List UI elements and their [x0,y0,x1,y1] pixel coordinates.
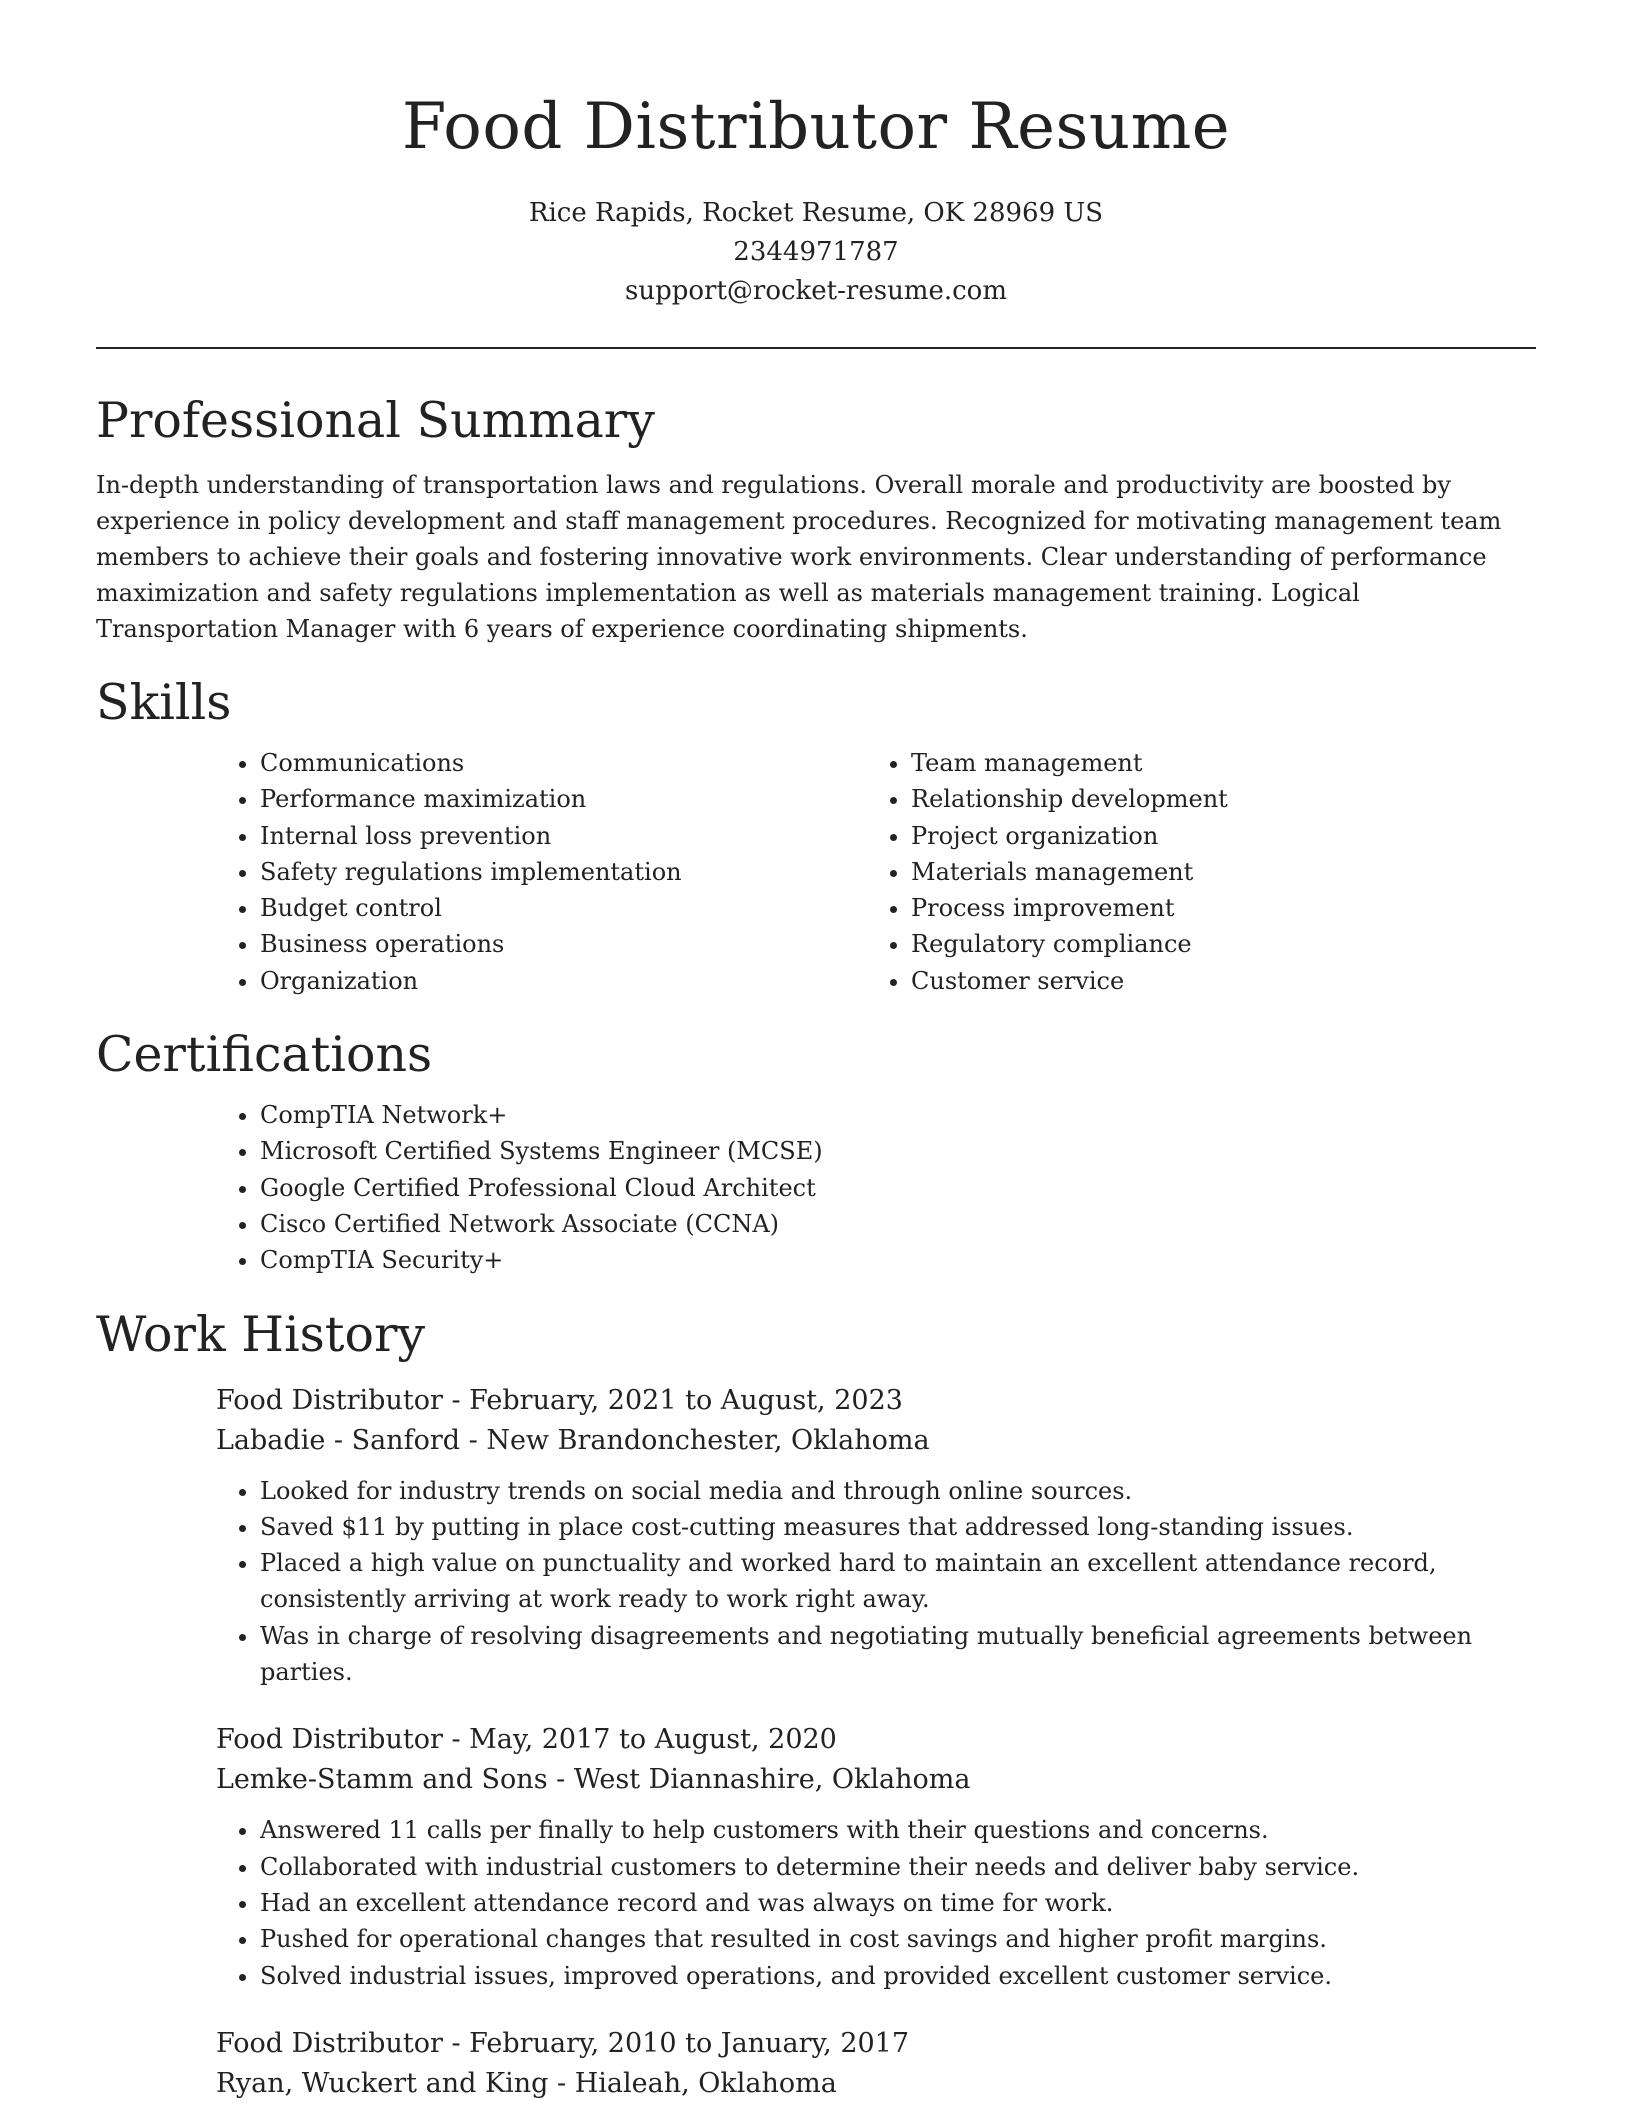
job-dates: February, 2021 to August, 2023 [469,1384,903,1416]
job-role: Food Distributor [216,1724,443,1756]
job-bullet: • Solved industrial issues, improved operations, and provided excellent customer service. [260,1958,1536,1994]
job-title-line: Food Distributor - February, 2010 to January, 2017 [216,2027,910,2059]
job-entry [216,1381,1536,1691]
skills-column-left [216,745,867,999]
skill-item: • Relationship development [911,781,1518,817]
skill-item: • Materials management [911,854,1518,890]
skill-item: • Communications [260,745,867,781]
job-bullet: • Had an excellent attendance record and was always on time for work. [260,1885,1536,1921]
job-company-line: Labadie - Sanford - New Brandonchester, Oklahoma [216,1424,930,1456]
resume-header [0,0,1632,311]
job-bullet: • Answered 11 calls per finally to help customers with their questions and concerns. [260,1812,1536,1848]
skills-grid [216,745,1536,999]
job-bullet: • Was in charge of resolving disagreements and negotiating mutually beneficial agreements between parties. [260,1618,1536,1691]
contact-email: support@rocket-resume.com [624,276,1007,306]
job-bullet: • Collaborated with industrial customers to determine their needs and deliver baby service. [260,1849,1536,1885]
summary-section [96,391,1536,647]
certifications-heading: Certifications [96,1026,433,1084]
job-bullets [216,1473,1536,1691]
skills-section [96,673,1536,999]
header-divider [96,347,1536,349]
certifications-section [96,1025,1536,1278]
job-dates: February, 2010 to January, 2017 [469,2027,910,2059]
job-role: Food Distributor [216,2027,443,2059]
skill-item: • Business operations [260,926,867,962]
skill-item: • Customer service [911,963,1518,999]
skill-item: • Safety regulations implementation [260,854,867,890]
certification-item: • CompTIA Security+ [260,1242,1536,1278]
skill-item: • Process improvement [911,890,1518,926]
work-history-heading: Work History [96,1305,426,1363]
contact-block [0,194,1632,311]
job-company-line: Lemke-Stamm and Sons - West Diannashire, Oklahoma [216,1764,971,1796]
job-title-line: Food Distributor - May, 2017 to August, 2020 [216,1724,837,1756]
summary-heading: Professional Summary [96,392,655,449]
skill-item: • Budget control [260,890,867,926]
job-bullet: • Saved $11 by putting in place cost-cutting measures that addressed long-standing issues. [260,1509,1536,1545]
skill-item: • Team management [911,745,1518,781]
skill-item: • Performance maximization [260,781,867,817]
job-company-line: Ryan, Wuckert and King - Hialeah, Oklahoma [216,2067,837,2099]
job-bullet: • Pushed for operational changes that resulted in cost savings and higher profit margins. [260,1921,1536,1957]
job-entry [216,1720,1536,1993]
certification-item: • Cisco Certified Network Associate (CCNA) [260,1206,1536,1242]
job-role: Food Distributor [216,1384,443,1416]
job-location: West Diannashire, Oklahoma [573,1764,971,1796]
skill-item: • Internal loss prevention [260,818,867,854]
certification-item: • Google Certified Professional Cloud Architect [260,1170,1536,1206]
job-title-line: Food Distributor - February, 2021 to August, 2023 [216,1384,903,1416]
contact-phone: 2344971787 [733,237,899,267]
job-bullet: • Looked for industry trends on social media and through online sources. [260,1473,1536,1509]
work-history-section [96,1305,1536,2104]
certifications-list [216,1097,1536,1278]
skill-item: • Project organization [911,818,1518,854]
resume-title: Food Distributor Resume [401,90,1231,164]
contact-address: Rice Rapids, Rocket Resume, OK 28969 US [528,198,1104,228]
skills-column-right [867,745,1518,999]
job-company: Lemke-Stamm and Sons [216,1764,548,1796]
certification-item: • CompTIA Network+ [260,1097,1536,1133]
summary-text: In-depth understanding of transportation laws and regulations. Overall morale and productivity are boosted by experience in policy development and staff management procedures. Recognized for motivating management team members to achieve their goals and fostering innovative work environments. Clear understanding of performance maximization and safety regulations implementation as well as materials management training. Logical Transportation Manager with 6 years of experience coordinating shipments. [96,471,1502,643]
skills-heading: Skills [96,674,232,731]
skill-item: • Organization [260,963,867,999]
job-location: New Brandonchester, Oklahoma [486,1424,930,1456]
job-bullet: • Placed a high value on punctuality and worked hard to maintain an excellent attendance record, consistently arriving at work ready to work right away. [260,1545,1536,1618]
certification-item: • Microsoft Certified Systems Engineer (MCSE) [260,1133,1536,1169]
job-entry [216,2024,1536,2104]
job-location: Hialeah, Oklahoma [574,2067,837,2099]
job-dates: May, 2017 to August, 2020 [469,1724,837,1756]
skill-item: • Regulatory compliance [911,926,1518,962]
job-company: Ryan, Wuckert and King [216,2067,549,2099]
job-company: Labadie - Sanford [216,1424,461,1456]
job-bullets [216,1812,1536,1993]
